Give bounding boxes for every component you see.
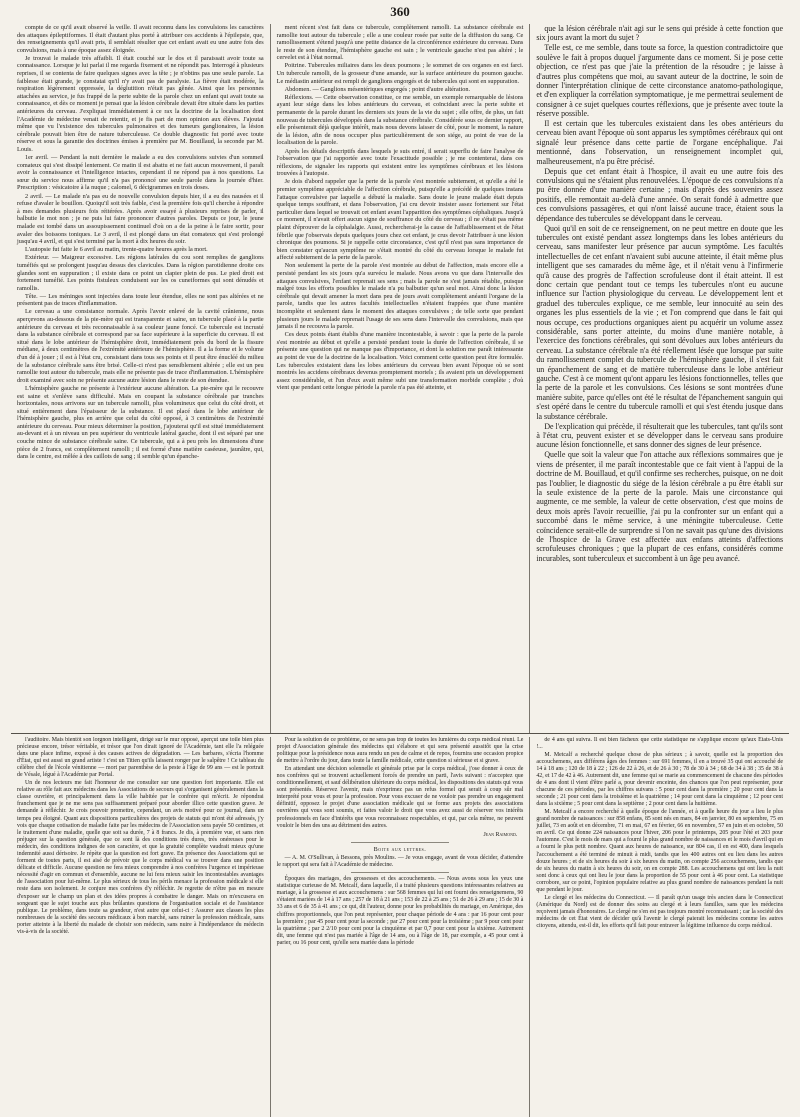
paragraph: ment récent s'est fait dans ce tubercule, complètement ramolli. La substance cérébrale est ramollie tout autour du tubercule ; elle a une couleur rosée par suite de la diffusion du sang. Ce ramollissement s'étend jusqu'à une petite distance de la circonférence extérieure du cerveau. Dans le reste de son étendue, l'hémisphère gauche est sain ; le ventricule gauche n'est pas altéré ; le cervelet est à l'état normal. (276, 24, 524, 62)
paragraph: Telle est, ce me semble, dans toute sa force, la question contradictoire que soulève le fait à propos duquel j'argumente dans ce moment. Si je pose cette objection, ce n'est pas que j'aie la prétention de la résoudre ; je laisse à d'autres plus compétens que moi, au savant auteur de la doctrine, le soin de donner l'interprétation clinique de cette circonstance anatomo-pathologique, et d'en expliquer la corrélation symptomatique, je me permettrai seulement de consigner à ce sujet quelques courtes réflexions, que je présente avec toute la réserve possible. (536, 43, 784, 119)
paragraph: Quoi qu'il en soit de ce renseignement, on ne peut mettre en doute que les tubercules ont existé pendant assez longtemps dans les lobes antérieurs du cerveau, sans manifester leur présence par aucun symptôme. Les facultés intellectuelles de cet enfant n'avaient subi aucune atteinte, il était même plus intelligent que ses camarades du même âge, et il n'était venu à l'infirmerie qu'à cause des progrès de l'affection scrofuleuse dont il était atteint. Il est donc certain que pendant tout ce temps les tubercules n'ont eu aucune influence sur l'action physiologique du cerveau. Le développement lent et graduel des tubercules explique, ce me semble, leur innocuité au sein des organes les plus essentiels de la vie ; et l'on comprend que dans le fait qui nous occupe, ces productions organiques aient pu acquérir un volume assez considérable, sans porter atteinte, du moins d'une manière notable, à l'exercice des fonctions cérébrales, qui sont dévolues aux lobes antérieurs du cerveau. La substance cérébrale n'a été réellement lésée que lorsque par suite du ramollissement complet du tubercule de l'hémisphère gauche, il s'est fait un épanchement de sang et de matière tuberculeuse dans le lobe antérieur gauche. C'est à ce moment qu'ont apparu les lésions fonctionnelles, telles que la perte de la parole et les convulsions. Ces lésions se sont montrées d'une manière subite, parce qu'elles ont été le résultat de l'épanchement sanguin qui s'est opéré dans le centre du tubercule ramolli et qui s'est étendu jusque dans la substance cérébrale. (536, 223, 784, 421)
lower-column-1 (11, 737, 270, 1117)
paragraph: Quelle que soit la valeur que l'on attache aux réflexions sommaires que je viens de présenter, il me paraît incontestable que ce fait vient à l'appui de la doctrine de M. Bouillaud, et qu'il confirme ses recherches, puisque, on ne doit pas l'oublier, le diagnostic du siége de la lésion cérébrale a pu être établi sur la seule existence de la perte de la parole. Mais une circonstance qui augmente, ce me semble, la valeur de cette observation, c'est que moins de deux mois après l'avoir recueillie, j'ai pu la confronter sur un enfant qui a succombé dans le même service, à une méningite tuberculeuse. Cette coïncidence serait-elle de surprendre si l'on ne savait pas qu'une des divisions de l'hospice de la Grave est affectée aux enfans atteints d'affections scrofuleuses chroniques ; que la plupart de ces enfans, considérés comme incurables, sont tuberculeux et succombent à un âge peu avancé. (536, 450, 784, 563)
paragraph: Je trouvai le malade très affaibli. Il était couché sur le dos et il paraissait avoir toute sa connaissance. Lorsque je lui parlai il me regarda fixement et ne répondit pas. Interrogé à plusieurs reprises, il se contenta de faire quelques signes avec la tête ; je n'obtins pas une seule parole. La faiblesse était grande, je constatai qu'il n'y avait pas de paralysie. La fièvre était modérée, la respiration légèrement oppressée, la déglutition n'était pas gênée. Ainsi que les personnes attachées au service, je fus frappé de la perte subite de la parole chez un enfant qui avait toute sa connaissance, et dès ce moment je pensai que la lésion cérébrale devait être située dans les parties antérieures du cerveau. J'expliquai immédiatement à ce rax la doctrine de la localisation dont l'Académie de médecine venait de retentir, et je fis part de mon opinion aux élèves. J'ajoutai même que vu l'existence des tubercules pulmonaires et des tumeurs ganglionaires, la lésion cérébrale pouvait bien être de nature tuberculeuse. Ce double diagnostic fut porté avec toute réserve et sous la garantie des doctrines émises à première par M. Bouillaud, la seconde par M. Louis. (17, 54, 264, 153)
lower-column-3 (529, 737, 789, 1117)
upper-column-2 (270, 24, 530, 733)
paragraph: Il est certain que les tubercules existaient dans les obes antérieurs du cerveau bien avant l'époque où sont apparus les symptômes cérébraux qui ont signalé leur présence dans cette partie de l'organe encéphalique. J'ai mentionné, dans l'observation, un renseignement incomplet qui, malheureusement, n'a pu être précisé. (536, 119, 784, 166)
paragraph: Un de nos lecteurs me fait l'honneur de me consulter sur une question fort importante. Elle est relative au rôle fait aux médecins dans les Associations de secours qui s'organisent généralement dans la classe ouvrière, et principalement dans la ville habitée par le confrère qui m'écrit. Je répondrai franchement que je ne me sens pas suffisamment préparé pour aborder illico cette question grave. Je demande à réfléchir. Je crois pouvoir promettre, cependant, un avis motivé pour ce journal, dans un temps peu éloigné. Quant aux dispositions particulières des projets de statuts qui m'ont été adressés, j'y vois que chaque cotisation de maladie faite par les médecins de l'Association sera payée 50 centimes, et le traitement d'une maladie, quelle que soit sa durée, 7 à 8 francs. Je dis, à première vue, et sans rien préjuger sur la question générale, que ce sont là des conditions très dures, très onéreuses pour le médecin, des conditions indignes de son caractère, et que la gratuité complète vaudrait mieux qu'une indemnité aussi dérisoire. Je répète que la question est fort grave. En présence des Associations qui se forment de toutes parts, il est aisé de prévoir que le corps médical va se trouver dans une position délicate et difficile. Aucune question ne fera mieux comprendre à nos confrères l'urgence et impérieuse nécessité d'agir en commun et d'ensemble, aucune ne lui fera mieux saisir les incontestables avantages de l'association pour lui-même. Le plus sérieux de tous les périls menace la profession médicale si elle reste dans son isolement. Je conjure mes confrères d'y réfléchir. Je regrette de n'être pas en mesure d'exposer sur le champ un plan et des idées propres à combattre le danger. Mais on m'excusera en songeant que le sujet touche aux plus brûlantes questions de l'organisation sociale et de l'assistance publique. Le problème, dans toute sa grandeur, n'est autre que celui-ci : Assurer aux classes les plus nombreuses de la société des secours médicaux à bon marché, sans ruiner la profession médicale, sans porter atteinte à la liberté du malade de choisir son médecin, sans nuire à l'indépendance du médecin vis-à-vis de la société. (17, 780, 264, 936)
paragraph: 1er avril. — Pendant la nuit dernière le malade a eu des convulsions suivies d'un sommeil comateux qui s'est dissipé lentement. Ce matin il est abattu et ne fait aucun mouvement, il paraît avoir la connaissance et l'intelligence intactes, cependant il ne répond pas à nos questions. La sœur du service nous affirme qu'il n'a pas prononcé une seule parole dans la journée d'hier. Prescription : vésicatoire à la nuque ; calomel, 6 décigrammes en trois doses. (17, 154, 264, 192)
paragraph: compte de ce qu'il avait observé la veille. Il avait reconnu dans les convulsions les caractères des attaques épileptiformes. Il était d'autant plus porté à attribuer ces accidents à l'épilepsie, que, des renseignements qu'il avait pris, il semblait résulter que cet enfant avait eu une autre fois des convulsions, mais à une époque assez éloignée. (17, 24, 264, 54)
feuilleton-lower (11, 734, 789, 1117)
paragraph: Depuis que cet enfant était à l'hospice, il avait eu une autre fois des convulsions qui ne s'étaient plus renouvelées. L'époque de ces convulsions n'a pu être donnée d'une manière certaine ; mais d'après des souvenirs assez positifs, elle remontait au-delà d'une année. On serait fondé à admettre que ces convulsions passagères, et qui n'ont laissé aucune trace, étaient sous la dépendance des tubercules se développant dans le cerveau. (536, 166, 784, 223)
paragraph: L'hémisphère gauche ne présente à l'extérieur aucune altération. La pie-mère qui le recouvre est saine et s'enlève sans difficulté. Mais en coupant la substance cérébrale par tranches horizontales, nous arrivons sur un tubercule ramolli, plus volumineux que celui du côté droit, et situé entièrement dans l'épaisseur de la substance. Il est placé dans le lobe antérieur de l'hémisphère gauche, plus en arrière que celui du côté opposé, à 3 centimètres de l'extrémité antérieure du cerveau. Pour mieux déterminer la position, j'ajouterai qu'il est situé immédiatement au-devant et à un niveau un peu supérieur du ventricule latéral gauche, dont il est séparé par une couche mince de substance cérébrale saine. Ce tubercule, qui a à peu près les dimensions d'une pièce de 2 francs, est complètement ramolli ; il est formé d'une matière caséeuse, jaunâtre, qui, dans le centre, est mêlée à des caillots de sang ; il semble qu'un épanche- (17, 384, 264, 461)
paragraph: En attendant une décision solennelle et générale prise par le corps médical, j'ose donner à ceux de nos confrères qui se trouvent actuellement forcés de prendre un parti, l'avis suivant : n'acceptez que conditionnellement, et sauf délibération ultérieure du corps médical, les dispositions des statuts qui vous sont présentés. Réservez l'avenir, mais n'exprimez pas un refus formel qui serait à coup sûr mal interprété pour vous et pour la profession. Pour vous excuser de ne vouloir pas prendre un engagement définitif, opposez le projet d'une association médicale qui se forme aux projets des associations ouvrières qui vous sont soumis, et faites valoir le droit que vous avez aussi de réserver vos intérêts professionnels en face d'intérêts que vous reconnaissez respectables, et qui, par cela même, ne peuvent vouloir le bien des uns au détriment des autres. (276, 765, 524, 829)
section-divider (351, 842, 450, 843)
page-number: 360 (390, 4, 410, 19)
author-signature: Jean Raimond. (483, 831, 518, 838)
paragraph: Extérieur. — Maigreur excessive. Les régions latérales du cou sont remplies de ganglions tuméfiés qui se prolongent jusqu'au dessus des clavicules. Dans la région parotidienne droite ces glandes sont en suppuration ; il existe dans ce point un clapier plein de pus. Le pied droit est fortement tuméfié. Les points fistuleux conduisent sur les os cuneiformes qui sont dénudés et ramollis. (17, 254, 264, 292)
paragraph: Époques des mariages, des grossesses et des accouchements. — Nous avons sous les yeux une statistique curieuse de M. Metcalf, dans laquelle, il a traité plusieurs questions intéressantes relatives au mariage, à la grossesse et aux accouchemens : sur 568 femmes qui lui ont fourni des renseignemens, 90 s'étaient mariées de 14 à 17 ans ; 257 de 18 à 21 ans ; 153 de 22 à 25 ans ; 51 de 26 à 29 ans ; 15 de 30 à 33 ans et 6 de 35 à 41 ans ; ce qui, dit l'auteur, donne pour les probabilités du mariage, en Amérique, des chiffres proportionnels, que l'on peut représenter, pour chaque période de 4 ans : par 16 pour cent pour la première ; par 45 pour cent pour la seconde ; par 27 pour cent pour la troisième ; par 9 pour cent pour la quatrième ; par 2 2/10 pour cent pour la cinquième et par 0,7 pour cent pour la sixième. Autrement dit, une femme qui n'est pas mariée à l'âge de 14 ans, ou à l'âge de 18, par exemple, a 45 pour cent à parier, ou 16 pour cent, qu'elle sera mariée dans la période (276, 876, 524, 946)
paragraph: Je dois d'abord rappeler que la perte de la parole s'est montrée subitement, et qu'elle a été le premier symptôme appréciable de l'affection cérébrale, puisqu'elle a précédé de quelques instans l'attaque convulsive par laquelle a débuté la maladie. Sans doute le jeune malade était depuis quelque temps souffrant, et dans l'observation, j'ai cru devoir insister assez fortement sur l'état particulier dans lequel se trouvait cet enfant avant l'apparition des symptômes céphaliques. Jusqu'à ce moment, il n'avait offert aucun signe de souffrance du côté du cerveau ; il ne s'était pas même plaint d'éprouver de la céphalalgie. Aussi, rechercherai-je la cause de l'affaiblissement et de l'état fébrile que j'observais depuis quelques jours chez cet enfant, je crus devoir l'attribuer à une lésion chronique des poumons. Si je rappelle cette circonstance, c'est qu'il n'est pas sans importance de bien constater qu'aucun symptôme ne s'était montré du côté du cerveau lorsque le malade fut affecté subitement de la perte de la parole. (276, 178, 524, 262)
section-divider (351, 872, 450, 873)
paragraph: Le clergé et les médecins du Connecticut. — Il paraît qu'un usage très ancien dans le Connecticut (Amérique du Nord) est de donner des soins au clergé et à leurs familles, sans que les médecins reçoivent jamais d'honoraires. Le clergé ne s'en est pas toujours montré reconnaissant ; car la société des médecins de cet État vient de décider qu'à l'avenir le clergé paierait les médecins comme les autres citoyens, attendu, est-il dit, les efforts qu'il fait pour entraver la légitime influence du corps médical. (536, 894, 784, 929)
article-upper (11, 24, 789, 734)
paragraph: Après les détails descriptifs dans lesquels je suis entré, il serait superflu de faire l'analyse de l'observation que j'ai rapportée avec toute l'exactitude possible ; je me contenterai, dans ces réflexions, de signaler les rapports qui existent entre les symptômes cérébraux et les lésions trouvées à l'autopsie. (276, 147, 524, 178)
paragraph: M. Metcalf a encore recherché à quelle époque de l'année, et à quelle heure du jour a lieu le plus grand nombre de naissances : sur 858 enfans, 85 sont nés en mars, 84 en janvier, 80 en septembre, 75 en juillet, 73 en août et en décembre, 71 en mai, 67 en février, 66 en novembre, 57 en juin et en octobre, 50 en avril. Ce qui donne 224 naissances pour l'hiver, 206 pour le printemps, 205 pour l'été et 203 pour l'automne. C'est le mois de mars qui a fourni le plus grand nombre de naissances et le mois d'avril qui en a fourni le plus petit nombre. Quant aux heures de naissance, sur 804 cas, il en est 400, dans lesquels l'accouchement a été terminé de minuit à midi, tandis que les 400 autres ont eu lieu dans les autres douze heures ; et de six heures du soir à six heures du matin, on compte 256 accouchemens, tandis que de six heures du matin à six heures du soir, on en compte 288. Les accouchemens qui ont lieu la nuit sont donc à ceux qui ont lieu le jour dans la proportion de 55 pour cent à 46 pour cent. La statistique corrobore, sur ce point, l'opinion populaire relative au plus grand nombre de naissances pendant la nuit que pendant le jour. (536, 808, 784, 893)
paragraph: Tête. — Les méninges sont injectées dans toute leur étendue, elles ne sont pas altérées et ne présentent pas de traces d'inflammation. (17, 292, 264, 308)
paragraph: de 4 ans qui suivra. Il est bien fâcheux que cette statistique ne s'applique encore qu'aux États-Unis !... (536, 737, 784, 751)
lower-column-2 (270, 737, 530, 1117)
reflections-paragraph: Réflexions. — Cette observation constitue, ce me semble, un exemple remarquable de lésions ayant leur siége dans les lobes antérieurs du cerveau, et coïncidant avec la perte subite et permanente de la parole durant les derniers six jours de la vie du sujet ; elle offre, de plus, un fait nouveau de tubercules développés dans la substance cérébrale. Considérée sous ce dernier rapport, elle présenterait déjà quelque intérêt, mais nous devons laisser de côté, pour le moment, la nature de la lésion, afin de nous occuper plus particulièrement de son siége, au point de vue de la localisation de la parole. (276, 93, 524, 147)
paragraph: — A. M. O'Sullivan, à Bessons, près Moulins. — Je vous engage, avant de vous décider, d'attendre le rapport qui sera fait à l'Académie de médecine. (276, 854, 524, 868)
paragraph: De l'explication qui précède, il résulterait que les tubercules, tant qu'ils sont à l'état cru, peuvent exister et se développer dans le cerveau sans produire aucune lésion fonctionnelle, et sans donner des signes de leur présence. (536, 421, 784, 450)
paragraph: Non seulement la perte de la parole s'est montrée au début de l'affection, mais encore elle a persisté pendant les six jours qu'a survécu le malade. Nous avons vu que dans l'intervalle des attaques convulsives, l'enfant reprenait ses sens ; mais la parole ne s'est jamais rétablie, puisque malgré tous les efforts possibles le malade n'a pu balbutier qu'un seul mot. Ainsi donc la lésion cérébrale qui devait amener la mort dans peu de jours avait complètement anéanti l'organe de la parole, tandis que les autres facultés intellectuelles n'étaient frappées que d'une manière incomplète et seulement dans le moment des attaques convulsives ; de telle sorte que pendant plusieurs jours le malade reprenait l'usage de ses sens dans l'intervalle des convulsions, mais que jamais il ne recouvra la parole. (276, 262, 524, 331)
paragraph: Poitrine. Tubercules miliaires dans les deux poumons ; le sommet de ces organes en est farci. Un tubercule ramolli, de la grosseur d'une amande, sur la surface antérieure du poumon gauche. Le médiastin antérieur est rempli de ganglions engorgés et de tubercules qui sont en suppuration. (276, 62, 524, 85)
section-heading: Boite aux lettres. (373, 845, 427, 853)
paragraph: L'autopsie fut faite le 6 avril au matin, trente-quatre heures après la mort. (25, 246, 208, 254)
paragraph: M. Metcalf a recherché quelque chose de plus sérieux ; à savoir, quelle est la proportion des accouchemens, aux différens âges des femmes : sur 691 femmes, il en a trouvé 35 qui ont accouché de 14 à 18 ans ; 120 de 18 à 22 ; 126 de 22 à 26, et de 26 à 30 ; 78 de 30 à 34 ; 68 de 34 à 38 ; 35 de 38 à 42, et 17 de 42 à 46. Autrement dit, une femme qui se marie au commencement de chacune des périodes de 4 ans dont il vient d'être parlé a, pour devenir enceinte, des chances que l'on peut représenter, pour chacune de ces périodes, par les chiffres suivans : 5 pour cent dans la première ; 20 pour cent dans la seconde ; 21 pour cent dans la troisième et la quatrième ; 14 pour cent dans la cinquième ; 12 pour cent dans la sixième ; 5 pour cent dans la septième ; 2 pour cent dans la huitième. (536, 751, 784, 808)
paragraph: Pour la solution de ce problème, ce ne sera pas trop de toutes les lumières du corps médical réuni. Le projet d'Association générale des médecins qui s'élabore et qui sera présenté aussitôt que la crise politique pour la présidence nous aura rendu un peu de calme et de repos, fournira une occasion propice de mettre à l'ordre du jour, dans toute la famille médicale, cette question si sérieuse et si grave. (276, 737, 524, 765)
upper-column-1 (11, 24, 270, 733)
paragraph: Le cerveau a une consistance normale. Après l'avoir enlevé de la cavité crânienne, nous aperçevons au-dessous de la pie-mère qui est transparente et saine, un tubercule placé à la partie antérieure du cerveau et très reconnaissable à sa couleur jaune foncé. Ce tubercule est incrusté dans la substance cérébrale et correspond par sa face supérieure à la superficie du cerveau. Il est situé dans le lobe antérieur de l'hémisphère droit, immédiatement près du bord de la fissure médiane, à deux centimètres de l'extrémité antérieure de l'hémisphère. Il a la forme et le volume d'un dé à jouer ; il est à l'état cru, consistant dans tous ses points et il peut être énucléé du milieu de la substance cérébrale sans être brisé. Celle-ci n'est pas sensiblement altérée ; elle est un peu ramollie tout autour du tubercule, mais elle ne présente pas de trace d'inflammation. L'hémisphère droit examiné avec soin ne présente aucune autre lésion dans le reste de son étendue. (17, 308, 264, 384)
paragraph: Abdomen. — Ganglions mésentériques engorgés ; point d'autre altération. (284, 85, 471, 93)
paragraph: que la lésion cérébrale n'ait agi sur le sens qui préside à cette fonction que six jours avant la mort du sujet ? (536, 24, 784, 43)
paragraph: Ces deux points étant établis d'une manière incontestable, à savoir : que la perte de la parole s'est montrée au début et qu'elle a persisté pendant toute la durée de l'affection cérébrale, il se présente une question qui ne manque pas d'importance, et dont la solution me paraît intéressante au point de vue de la doctrine de la localisation. Voici comment cette question peut être formulée. Les tubercules existaient dans les lobes antérieurs du cerveau bien avant l'époque où se sont montrés les accidens cérébraux devenus promptement mortels ; ils avaient pris un développement assez considérable, et l'un d'eux avait même subi une transformation morbide complète ; d'où vient que pendant cette longue période la parole n'a pas été atteinte, et (276, 331, 524, 392)
upper-column-3 (529, 24, 789, 733)
paragraph: l'auditoire. Mais bientôt son lorgnon intelligent, dirigé sur le mur opposé, aperçut une toile bien plus précieuse encore, trésor véritable, et trésor que l'on dirait ignoré de l'Académie, tant elle l'a reléguée dans une place infime, exposé à des causes actives de dégradation. — Les barbares, s'écria l'homme d'État, qui est aussi un grand artiste ! c'est un Titien qu'ils laissent ronger par le salpêtre ! Ce tableau du célèbre chef de l'école vénitienne — mort par parenthèse de la peste à l'âge de 99 ans — est le portrait de Vésale, légué à l'Académie par Portal. (17, 737, 264, 779)
paragraph: 2 avril. — Le malade n'a pas eu de nouvelle convulsion depuis hier, il a eu des nausées et il refuse d'avaler le bouillon. Quoiqu'il soit très faible, c'est la première fois qu'il cherche à répondre à mes demandes plusieurs fois réitérées. Après avoir essayé à plusieurs reprises de parler, il balbutie le mot non ; je ne puis lui faire prononcer d'autres paroles. Depuis ce jour, le jeune malade est tombé dans un assoupissement continuel d'où on a de la peine à le faire sortir, pour avaler des boissons toniques. Le 3 avril, il est plongé dans un état comateux qui s'est prolongé jusqu'au 4 avril, et qui s'est terminé par la mort à dix heures du soir. (17, 192, 264, 246)
